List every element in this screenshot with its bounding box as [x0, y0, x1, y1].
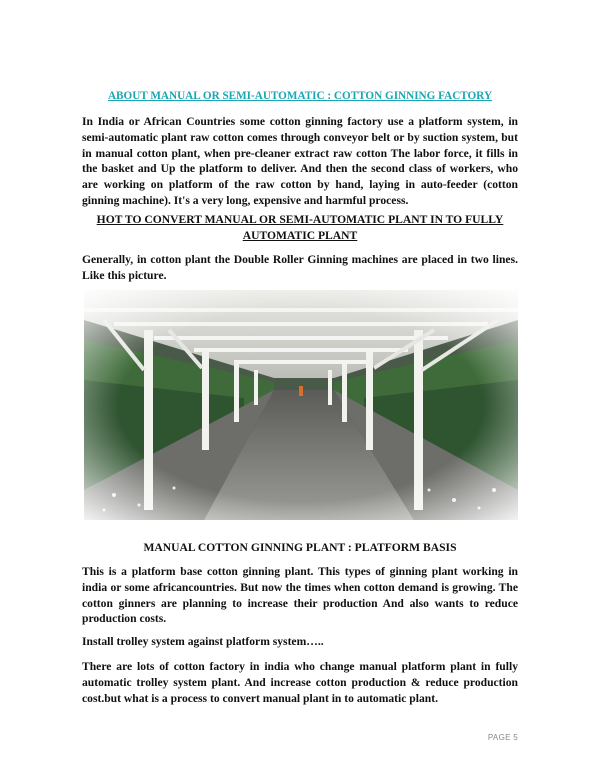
page-number: PAGE 5	[487, 733, 518, 742]
subheading: HOT TO CONVERT MANUAL OR SEMI-AUTOMATIC PLANT IN TO FULLY AUTOMATIC PLANT	[96, 213, 504, 242]
platform-paragraph: This is a platform base cotton ginning plant. This types of ginning plant working in india or some africancountries. But now the times when cotton demand is growing. The cotton ginners are planning to increase their production And also wants to reduce production costs.	[82, 565, 518, 626]
photo-caption: MANUAL COTTON GINNING PLANT : PLATFORM BASIS	[143, 541, 457, 554]
intro-paragraph: In India or African Countries some cotton ginning factory use a platform system, in semi-automatic plant raw cotton comes through conveyor belt or by suction system, but in manual cotton plant, when pre-cleaner extract raw cotton The labor force, it fills in the basket and Up the platform to deliver. And then the second class of workers, who are working on platform of the raw cotton by hand, laying in auto-feeder (cotton ginning machine). It's a very long, expensive and harmful process.	[82, 115, 518, 207]
section-heading-link[interactable]: ABOUT MANUAL OR SEMI-AUTOMATIC : COTTON GINNING FACTORY	[107, 90, 493, 102]
cotton-ginning-plant-photo	[84, 290, 518, 520]
picture-intro-paragraph: Generally, in cotton plant the Double Roller Ginning machines are placed in two lines. Like this picture.	[82, 253, 518, 282]
closing-paragraph: There are lots of cotton factory in india who change manual platform plant in fully automatic trolley system plant. And increase cotton production & reduce production cost.but what is a process to convert manual plant in to automatic plant.	[82, 660, 518, 705]
trolley-system-line: Install trolley system against platform system…..	[82, 635, 324, 648]
